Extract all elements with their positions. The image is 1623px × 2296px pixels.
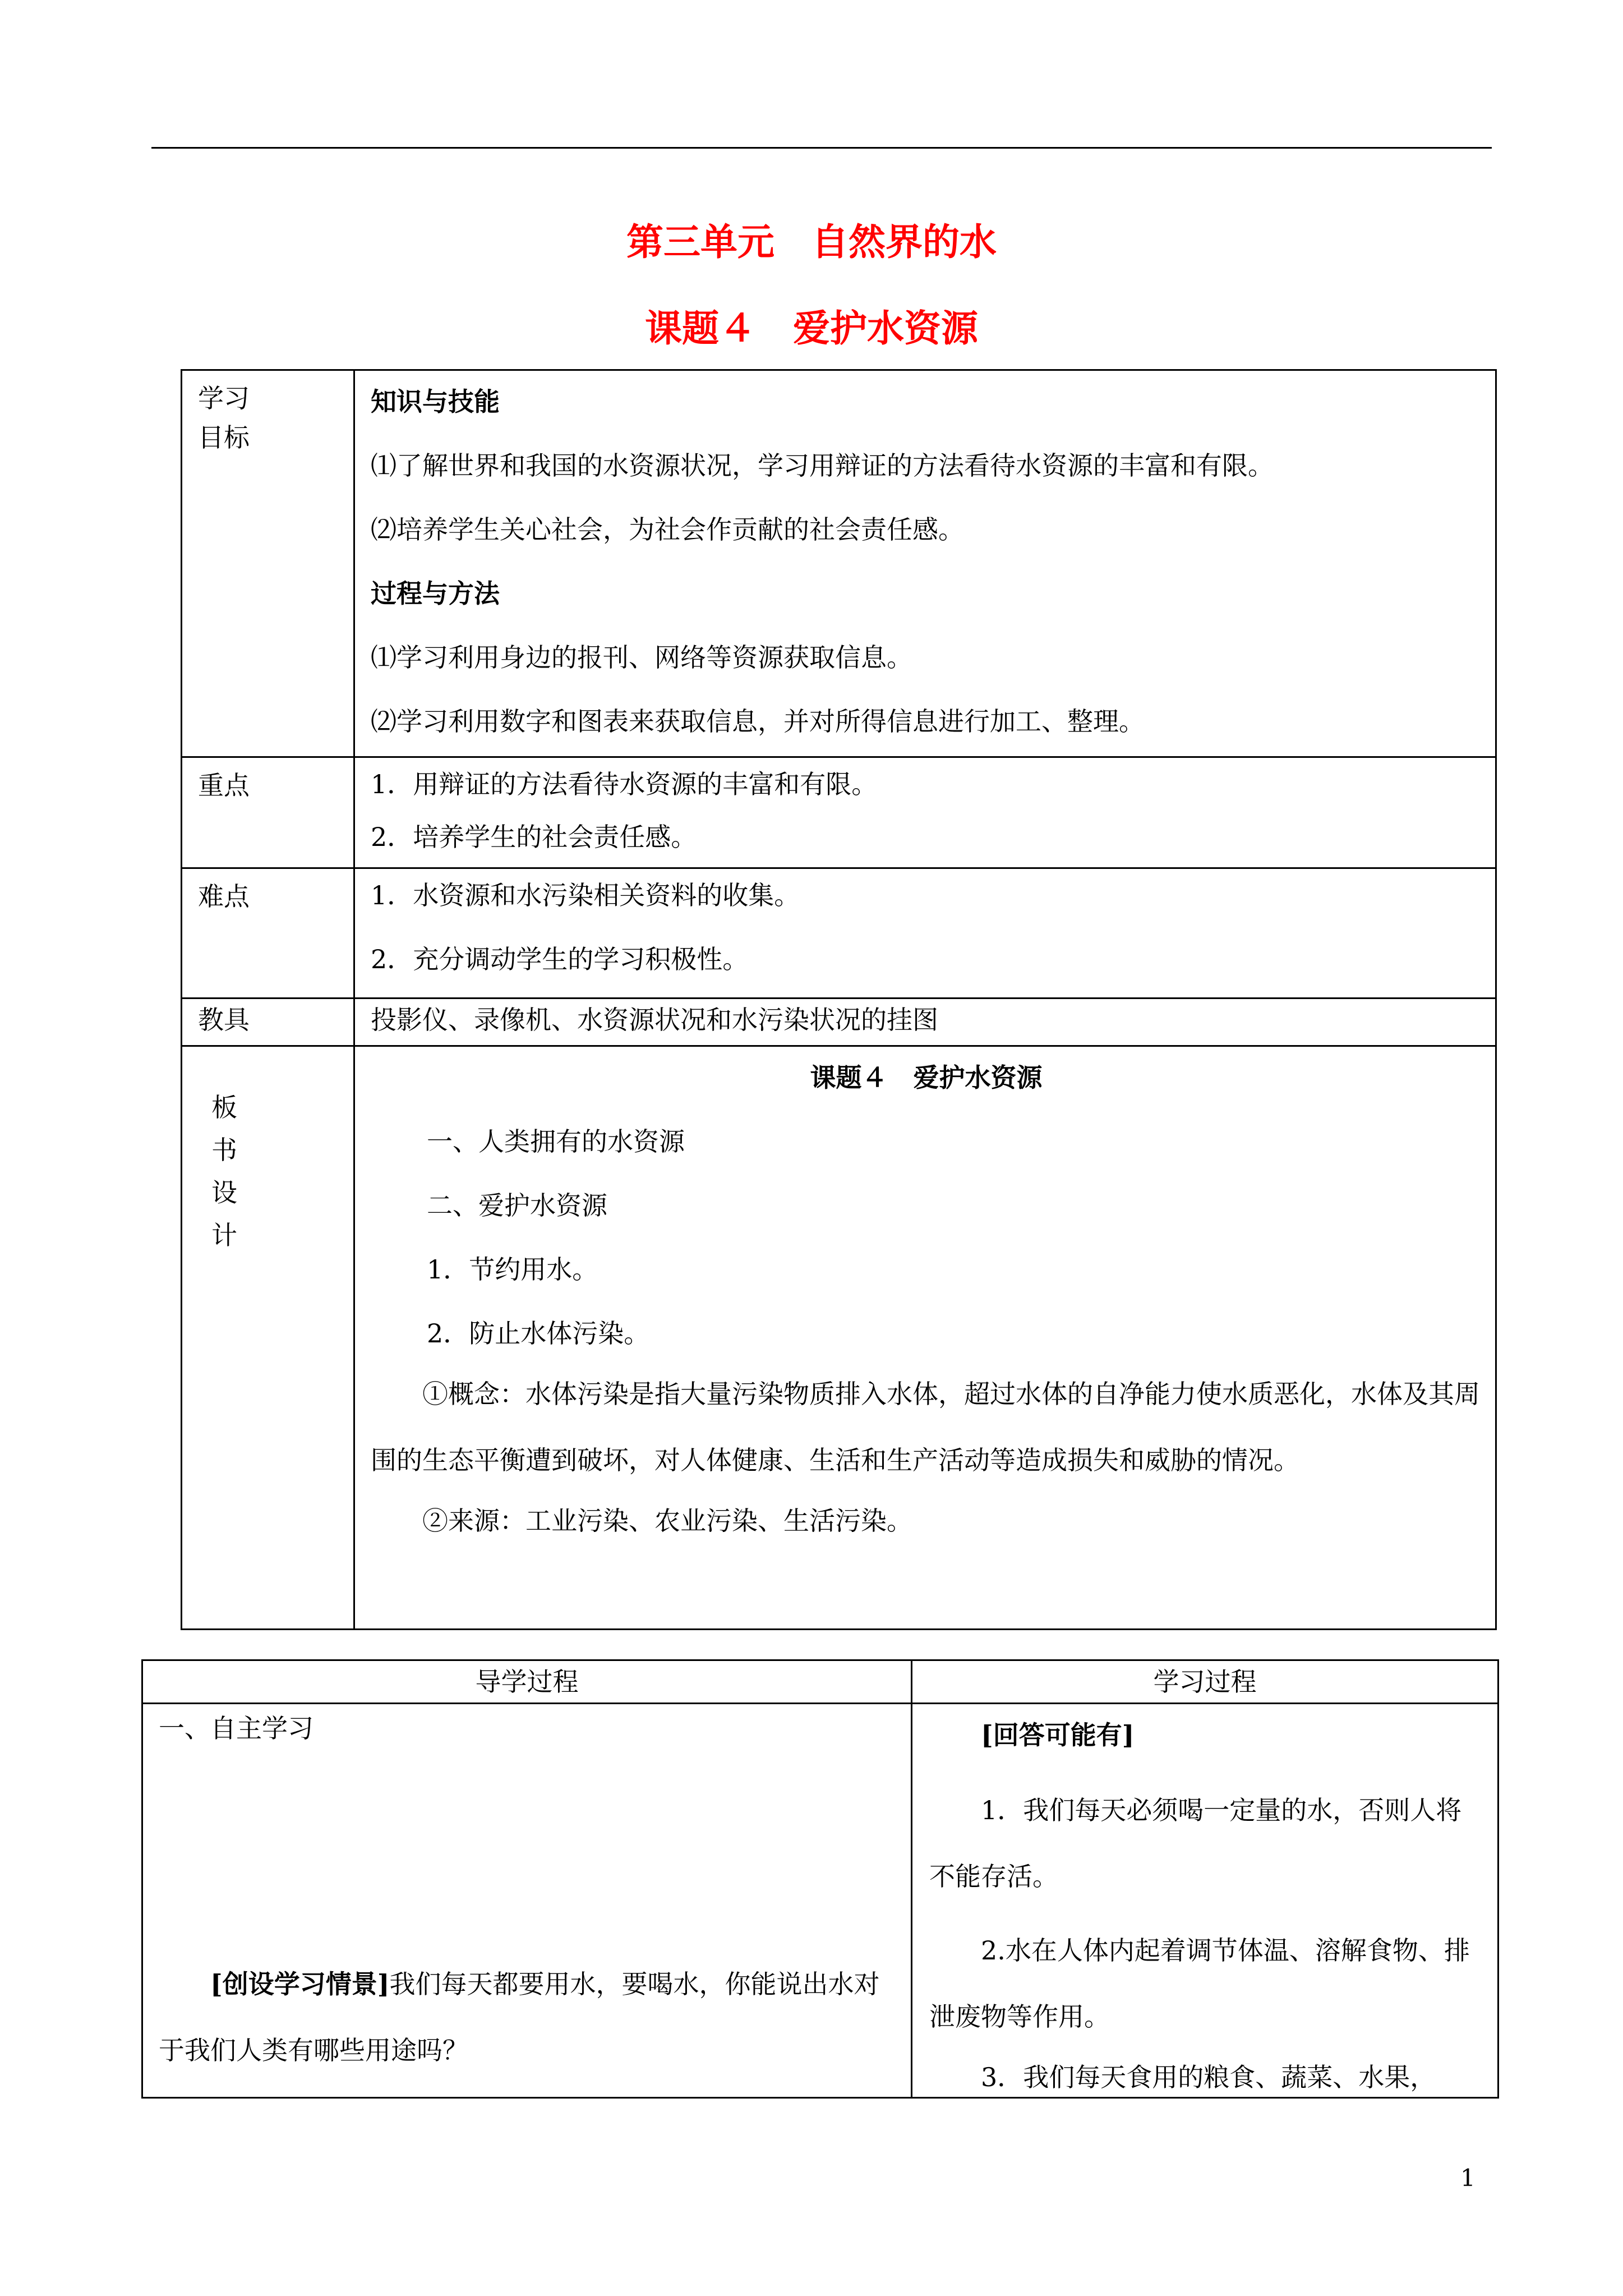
learning-content [912, 1704, 1498, 2098]
answer-item: 2.水在人体内起着调节体温、溶解食物、排泄废物等作用。 [929, 1935, 1470, 2032]
tools-row [182, 999, 1496, 1046]
tools-label: 教具 [182, 999, 354, 1046]
board-design-label [182, 1046, 354, 1630]
board-design-content [354, 1046, 1496, 1630]
lesson-title: 课题４ 爱护水资源 [645, 306, 978, 350]
goal-item: ⑴了解世界和我国的水资源状况，学习用辩证的方法看待水资源的丰富和有限。 [371, 450, 1274, 481]
goals-label-line: 目标 [198, 422, 250, 453]
key-label: 重点 [182, 757, 354, 868]
header-rule [151, 147, 1492, 149]
goals-label-line: 学习 [198, 383, 250, 413]
board-line: 二、爱护水资源 [427, 1190, 607, 1221]
board-title: 课题４ 爱护水资源 [810, 1062, 1043, 1093]
board-design-row [182, 1046, 1496, 1630]
section-heading: 一、自主学习 [159, 1713, 313, 1743]
tools-content: 投影仪、录像机、水资源状况和水污染状况的挂图 [354, 999, 1496, 1046]
difficulty-label: 难点 [182, 868, 354, 999]
goals-label [182, 370, 354, 757]
board-line: 一、人类拥有的水资源 [427, 1126, 685, 1157]
process-header-row [142, 1660, 1498, 1704]
unit-title: 第三单元 自然界的水 [626, 220, 997, 264]
scene-paragraph [159, 1951, 894, 2083]
answer-item: 1．我们每天必须喝一定量的水，否则人将不能存活。 [929, 1795, 1462, 1892]
answer-item: 3．我们每天食用的粮食、蔬菜、水果， [981, 2062, 1436, 2092]
board-concept: ①概念：水体污染是指大量污染物质排入水体，超过水体的自净能力使水质恶化，水体及其周围的生态平衡遭到破坏，对人体健康、生活和生产活动等造成损失和威胁的情况。 [371, 1379, 1480, 1475]
process-body-row [142, 1704, 1498, 2098]
difficulty-item: 1．水资源和水污染相关资料的收集。 [371, 880, 800, 910]
difficulty-item: 2．充分调动学生的学习积极性。 [371, 944, 749, 974]
key-points-content [354, 757, 1496, 868]
board-line: 2．防止水体污染。 [427, 1318, 650, 1349]
process-table [141, 1659, 1499, 2099]
answers-tag: [回答可能有] [981, 1720, 1135, 1750]
scene-text: 我们每天都要用水，要喝水，你能说出水对于我们人类有哪些用途吗？ [159, 1969, 880, 2065]
board-label-char: 计 [211, 1220, 237, 1250]
board-label-char: 书 [211, 1135, 237, 1165]
board-label-char: 板 [211, 1092, 237, 1122]
goals-content [354, 370, 1496, 757]
board-label-char: 设 [211, 1177, 237, 1208]
goals-row [182, 370, 1496, 757]
scene-tag: [创设学习情景] [210, 1969, 390, 1999]
difficulties-row [182, 868, 1496, 999]
goal-item: ⑵培养学生关心社会，为社会作贡献的社会责任感。 [371, 514, 964, 545]
board-source: ②来源：工业污染、农业污染、生活污染。 [422, 1506, 912, 1536]
key-points-row [182, 757, 1496, 868]
col-learning-process: 学习过程 [912, 1660, 1498, 1704]
guide-content [142, 1704, 912, 2098]
goal-item: ⑴学习利用身边的报刊、网络等资源获取信息。 [371, 642, 912, 673]
board-line: 1．节约用水。 [427, 1254, 598, 1285]
key-point: 1．用辩证的方法看待水资源的丰富和有限。 [371, 769, 878, 799]
col-guide-process: 导学过程 [142, 1660, 912, 1704]
key-point: 2．培养学生的社会责任感。 [371, 822, 697, 852]
goal-item: ⑵学习利用数字和图表来获取信息，并对所得信息进行加工、整理。 [371, 706, 1145, 737]
lesson-plan-table [181, 369, 1497, 1630]
goals-heading-process: 过程与方法 [371, 578, 500, 609]
difficulties-content [354, 868, 1496, 999]
page-number: 1 [1460, 2164, 1476, 2192]
goals-heading-knowledge: 知识与技能 [371, 386, 500, 417]
